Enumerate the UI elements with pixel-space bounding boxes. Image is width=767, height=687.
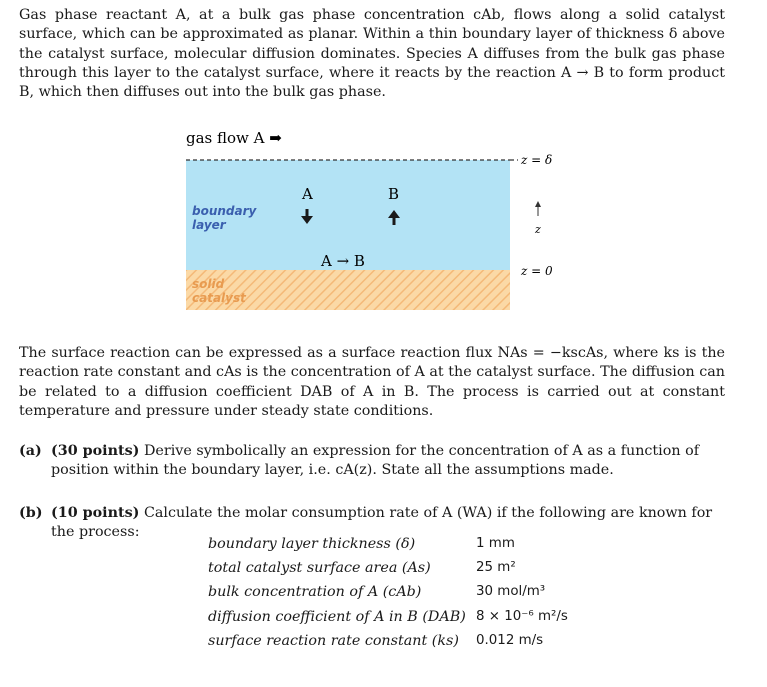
- question-b-label: (b): [19, 505, 43, 521]
- parameter-row: [208, 629, 626, 653]
- parameter-value: 8 × 10⁻⁶ m²/s: [476, 608, 568, 624]
- parameter-table: [208, 532, 626, 653]
- intro-paragraph: Gas phase reactant A, at a bulk gas phase concentration cAb, flows along a solid catalyst surface, which can be approximated as planar. Within a thin boundary layer of thickness δ above the catalyst surface, molecular diffusion dominates. Species A diffuses from the bulk gas phase through this layer to the catalyst surface, where it reacts by the reaction A → B to form product B, which then diffuses out into the bulk gas phase.: [19, 7, 725, 101]
- question-a-text: Derive symbolically an expression for the concentration of A as a function of position within the boundary layer, i.e. cA(z). State all the assumptions made.: [51, 443, 699, 479]
- z-axis-arrow: [535, 201, 541, 216]
- question-a: [19, 442, 725, 481]
- boundary-layer-diagram: [0, 0, 767, 330]
- species-a-label: A: [302, 185, 313, 203]
- parameter-row: [208, 605, 626, 629]
- parameter-value: 1 mm: [476, 536, 515, 551]
- solid-catalyst-label-line2: catalyst: [192, 291, 246, 305]
- question-b-text: Calculate the molar consumption rate of A (WA) if the following are known for the process:: [51, 505, 713, 541]
- boundary-layer-label-line1: boundary: [192, 204, 257, 218]
- boundary-layer-label-line2: layer: [192, 218, 226, 232]
- parameter-row: [208, 556, 626, 580]
- reaction-description-paragraph: The surface reaction can be expressed as a surface reaction flux NAs = −kscAs, where ks is the reaction rate constant and cAs is the concentration of A at the catalyst surface. The diffusion can be related to a diffusion coefficient DAB of A in B. The process is carried out at constant temperature and pressure under steady state conditions.: [19, 345, 725, 419]
- z-bottom-label: z = 0: [521, 264, 553, 278]
- gas-flow-label: gas flow A ➡: [186, 129, 282, 147]
- species-b-label: B: [388, 185, 400, 203]
- solid-catalyst-label-line1: solid: [192, 277, 225, 291]
- question-b-points: (10 points): [51, 505, 140, 521]
- parameter-name: surface reaction rate constant (ks): [208, 632, 459, 649]
- parameter-name: diffusion coefficient of A in B (DAB): [208, 608, 466, 625]
- parameter-name: boundary layer thickness (δ): [208, 536, 416, 552]
- question-a-label: (a): [19, 443, 42, 459]
- parameter-name: bulk concentration of A (cAb): [208, 584, 422, 601]
- z-top-label: z = δ: [521, 153, 553, 167]
- reaction-label: A → B: [321, 252, 365, 270]
- parameter-value: 0.012 m/s: [476, 632, 544, 648]
- parameter-name: total catalyst surface area (As): [208, 560, 431, 577]
- parameter-row: [208, 532, 626, 556]
- parameter-value: 25 m²: [476, 560, 516, 576]
- parameter-value: 30 mol/m³: [476, 584, 546, 600]
- parameter-row: [208, 580, 626, 604]
- z-axis-label: z: [535, 223, 541, 236]
- question-a-points: (30 points): [51, 443, 140, 459]
